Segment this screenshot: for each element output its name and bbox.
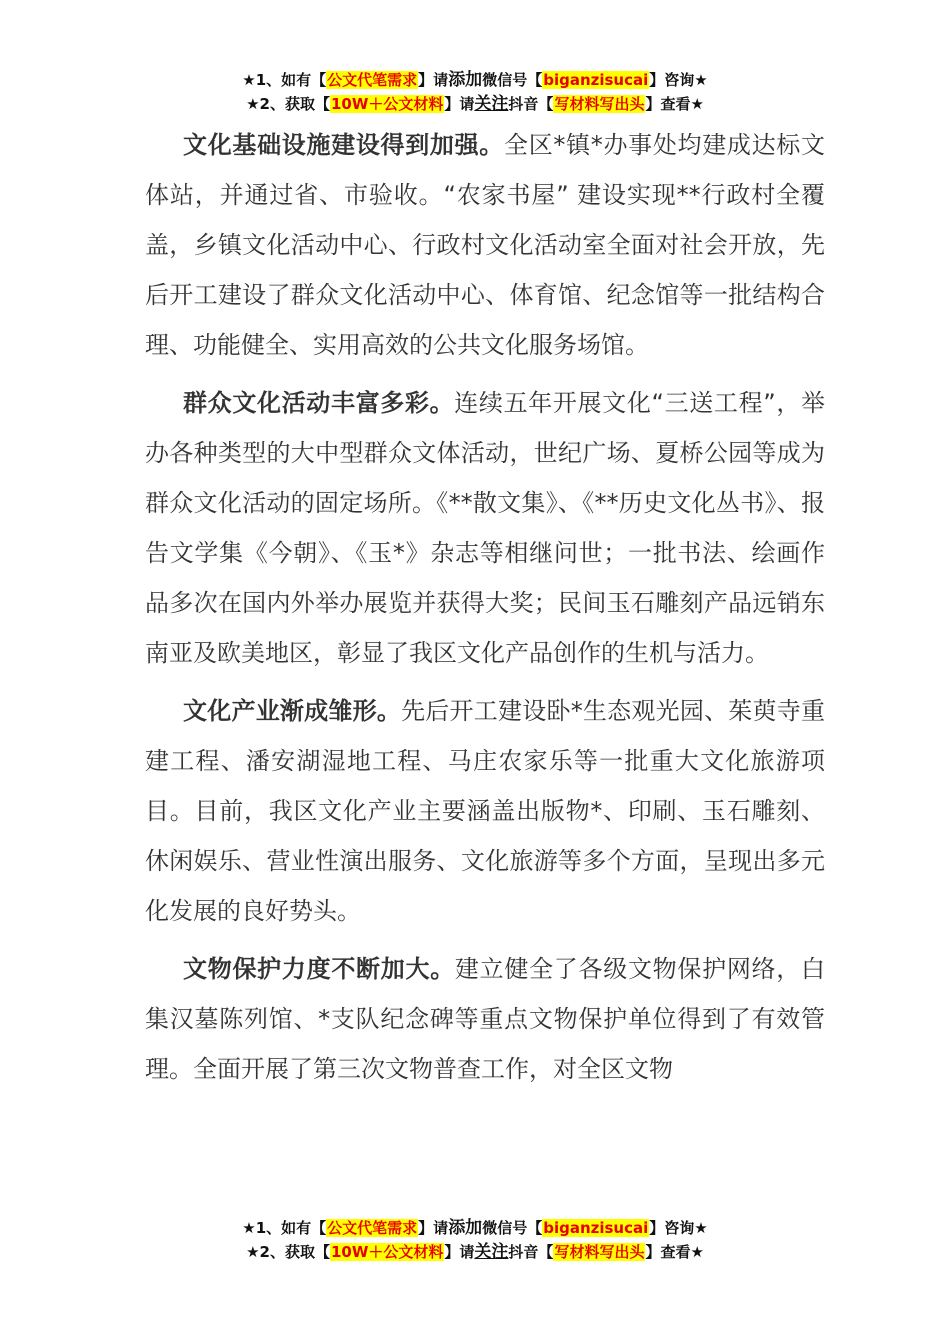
paragraph-text: 建立健全了各级文物保护网络，白集汉墓陈列馆、*支队纪念碑等重点文物保护单位得到了有效管理。全面开展了第三次文物普查工作，对全区文物 — [145, 955, 826, 1083]
highlight-materials: 10W＋公文材料 — [330, 95, 444, 113]
paragraph-text: 全区*镇*办事处均建成达标文体站，并通过省、市验收。“农家书屋” 建设实现**行政村全覆盖，乡镇文化活动中心、行政村文化活动室全面对社会开放，先后开工建设了群众文化活动中心、体育馆、纪念馆等一批结构合理、功能健全、实用高效的公共文化服务场馆。 — [145, 131, 825, 359]
highlight-wechat-id: biganzisucai — [543, 1219, 649, 1237]
banner-text: 】咨询★ — [649, 71, 708, 89]
banner-text: 】查看★ — [645, 1243, 704, 1261]
banner-line-1 — [0, 68, 950, 92]
paragraph-heading: 文物保护力度不断加大。 — [183, 955, 455, 983]
header-banner — [0, 68, 950, 116]
banner-text: ★1、如有【 — [242, 71, 327, 89]
highlight-douyin-id: 写材料写出头 — [554, 95, 645, 113]
banner-text: 微信号【 — [482, 1219, 543, 1237]
banner-emphasis: 关注 — [474, 94, 509, 114]
banner-text: ★2、获取【 — [246, 1243, 330, 1261]
paragraph-heading: 文化产业渐成雏形。 — [183, 697, 402, 725]
banner-line-1 — [0, 1216, 950, 1240]
banner-emphasis: 关注 — [474, 1242, 509, 1262]
banner-text: 】请 — [444, 95, 475, 113]
banner-text: 】请 — [418, 71, 449, 89]
paragraph-text: 连续五年开展文化“三送工程”，举办各种类型的大中型群众文体活动，世纪广场、夏桥公园等成为群众文化活动的固定场所。《**散文集》、《**历史文化丛书》、报告文学集《今朝》、《玉*》杂志等相继问世；一批书法、绘画作品多次在国内外举办展览并获得大奖；民间玉石雕刻产品远销东南亚及欧美地区，彰显了我区文化产品创作的生机与活力。 — [145, 389, 825, 667]
banner-text: 抖音【 — [508, 1243, 554, 1261]
banner-text: 】咨询★ — [649, 1219, 708, 1237]
banner-line-2 — [0, 1240, 950, 1264]
paragraph-heading: 文化基础设施建设得到加强。 — [183, 131, 504, 159]
banner-text: ★1、如有【 — [242, 1219, 327, 1237]
highlight-service: 公文代笔需求 — [327, 71, 418, 89]
banner-line-2 — [0, 92, 950, 116]
banner-text: ★2、获取【 — [246, 95, 330, 113]
highlight-wechat-id: biganzisucai — [543, 71, 649, 89]
highlight-materials: 10W＋公文材料 — [330, 1243, 444, 1261]
paragraph-activities — [145, 378, 825, 678]
banner-text: 】查看★ — [645, 95, 704, 113]
highlight-service: 公文代笔需求 — [327, 1219, 418, 1237]
banner-text: 抖音【 — [508, 95, 554, 113]
paragraph-text: 先后开工建设卧*生态观光园、茱萸寺重建工程、潘安湖湿地工程、马庄农家乐等一批重大文化旅游项目。目前，我区文化产业主要涵盖出版物*、印刷、玉石雕刻、休闲娱乐、营业性演出服务、文化旅游等多个方面，呈现出多元化发展的良好势头。 — [145, 697, 825, 925]
banner-text: 】请 — [418, 1219, 449, 1237]
banner-emphasis: 添加 — [448, 1218, 483, 1238]
document-body — [145, 120, 825, 1102]
banner-text: 微信号【 — [482, 71, 543, 89]
footer-banner — [0, 1216, 950, 1264]
paragraph-heading: 群众文化活动丰富多彩。 — [183, 389, 455, 417]
banner-text: 】请 — [444, 1243, 475, 1261]
paragraph-heritage — [145, 944, 825, 1094]
paragraph-infrastructure — [145, 120, 825, 370]
paragraph-industry — [145, 686, 825, 936]
banner-emphasis: 添加 — [448, 70, 483, 90]
highlight-douyin-id: 写材料写出头 — [554, 1243, 645, 1261]
